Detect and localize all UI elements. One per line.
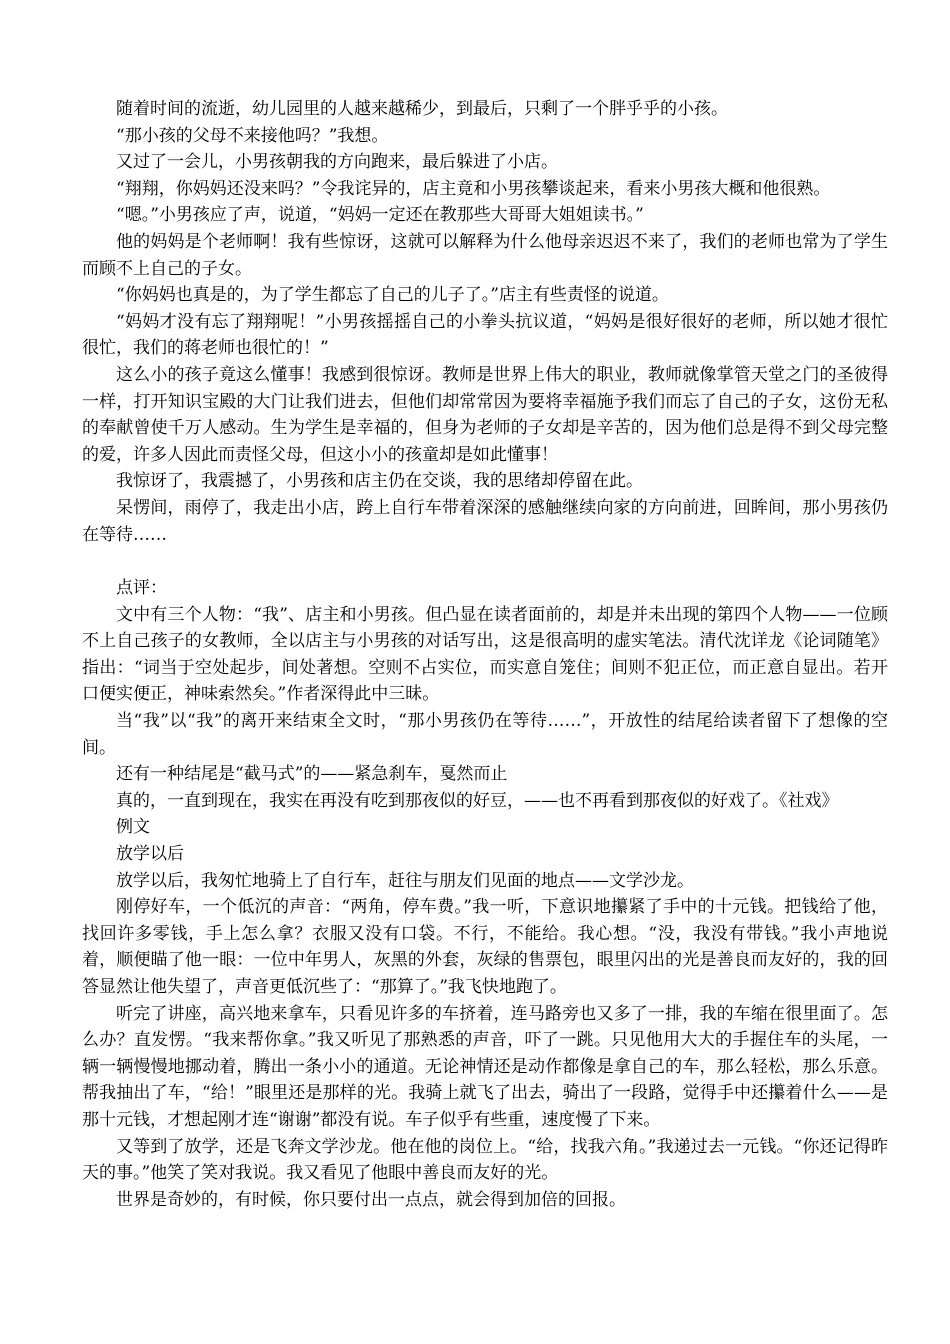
paragraph: 呆愣间，雨停了，我走出小店，跨上自行车带着深深的感触继续向家的方向前进，回眸间，那小男孩仍在等待…… <box>82 497 888 545</box>
paragraph: “翔翔，你妈妈还没来吗？”令我诧异的，店主竟和小男孩攀谈起来，看来小男孩大概和他很熟。 <box>116 178 831 199</box>
paragraph: 随着时间的流逝，幼儿园里的人越来越稀少，到最后，只剩了一个胖乎乎的小孩。 <box>116 99 728 119</box>
paragraph: 放学以后，我匆忙地骑上了自行车，赶往与朋友们见面的地点——文学沙龙。 <box>116 870 694 891</box>
paragraph: 还有一种结尾是“截马式”的——紧急刹车，戛然而止 <box>116 764 508 785</box>
paragraph: “妈妈才没有忘了翔翔呢！”小男孩摇摇自己的小拳头抗议道，“妈妈是很好很好的老师，所以她才很忙很忙，我们的蒋老师也很忙的！” <box>82 311 888 359</box>
paragraph: 刚停好车，一个低沉的声音：“两角，停车费。”我一听，下意识地攥紧了手中的十元钱。把钱给了他，找回许多零钱，手上怎么拿？衣服又没有口袋。不行，不能给。我心想。“没，我没有带钱。”我小声地说着，顺便瞄了他一眼：一位中年男人，灰黑的外套，灰绿的售票包，眼里闪出的光是善良而友好的，我的回答显然让他失望了，声音更低沉些了：“那算了。”我飞快地跑了。 <box>82 897 888 997</box>
paragraph: 当“我”以“我”的离开来结束全文时，“那小男孩仍在等待……”，开放性的结尾给读者留下了想像的空间。 <box>82 711 888 758</box>
paragraph: “嗯。”小男孩应了声，说道，“妈妈一定还在教那些大哥哥大姐姐读书。” <box>116 205 644 226</box>
paragraph: 这么小的孩子竟这么懂事！我感到很惊讶。教师是世界上伟大的职业，教师就像掌管天堂之门的圣彼得一样，打开知识宝殿的大门让我们进去，但他们却常常因为要将幸福施予我们而忘了自己的子女，这份无私的奉献曾使千万人感动。生为学生是幸福的，但身为老师的子女却是辛苦的，因为他们总是得不到父母完整的爱，许多人因此而责怪父母，但这小小的孩童却是如此懂事！ <box>82 364 888 465</box>
document-page <box>82 96 888 1213</box>
paragraph: “那小孩的父母不来接他吗？”我想。 <box>116 125 389 146</box>
paragraph: 又过了一会儿，小男孩朝我的方向跑来，最后躲进了小店。 <box>116 152 558 173</box>
comment-heading: 点评： <box>116 578 167 599</box>
paragraph: 又等到了放学，还是飞奔文学沙龙。他在他的岗位上。“给，找我六角。”我递过去一元钱。“你还记得昨天的事。”他笑了笑对我说。我又看见了他眼中善良而友好的光。 <box>82 1136 888 1184</box>
essay-title: 放学以后 <box>116 844 184 865</box>
paragraph: 我惊讶了，我震撼了，小男孩和店主仍在交谈，我的思绪却停留在此。 <box>116 471 643 492</box>
paragraph: 世界是奇妙的，有时候，你只要付出一点点，就会得到加倍的回报。 <box>116 1189 626 1210</box>
paragraph: 真的，一直到现在，我实在再没有吃到那夜似的好豆，——也不再看到那夜似的好戏了。《社戏》 <box>116 790 839 811</box>
blank-line <box>82 548 888 575</box>
paragraph: “你妈妈也真是的，为了学生都忘了自己的儿子了。”店主有些责怪的说道。 <box>116 285 669 306</box>
paragraph: 他的妈妈是个老师啊！我有些惊讶，这就可以解释为什么他母亲迟迟不来了，我们的老师也常为了学生而顾不上自己的子女。 <box>82 231 888 279</box>
example-heading: 例文 <box>116 817 150 838</box>
paragraph: 文中有三个人物：“我”、店主和小男孩。但凸显在读者面前的，却是并未出现的第四个人物——一位顾不上自己孩子的女教师，全以店主与小男孩的对话写出，这是很高明的虚实笔法。清代沈详龙《论词随笔》指出：“词当于空处起步，间处著想。空则不占实位，而实意自笼住；间则不犯正位，而正意自显出。若开口便实便正，神味索然矣。”作者深得此中三昧。 <box>82 604 888 705</box>
paragraph: 听完了讲座，高兴地来拿车，只看见许多的车挤着，连马路旁也又多了一排，我的车缩在很里面了。怎么办？直发愣。“我来帮你拿。”我又听见了那熟悉的声音，吓了一跳。只见他用大大的手握住车的头尾，一辆一辆慢慢地挪动着，腾出一条小小的通道。无论神情还是动作都像是拿自己的车，那么轻松，那么乐意。帮我抽出了车，“给！”眼里还是那样的光。我骑上就飞了出去，骑出了一段路，觉得手中还攥着什么——是那十元钱，才想起刚才连“谢谢”都没有说。车子似乎有些重，速度慢了下来。 <box>82 1003 888 1130</box>
